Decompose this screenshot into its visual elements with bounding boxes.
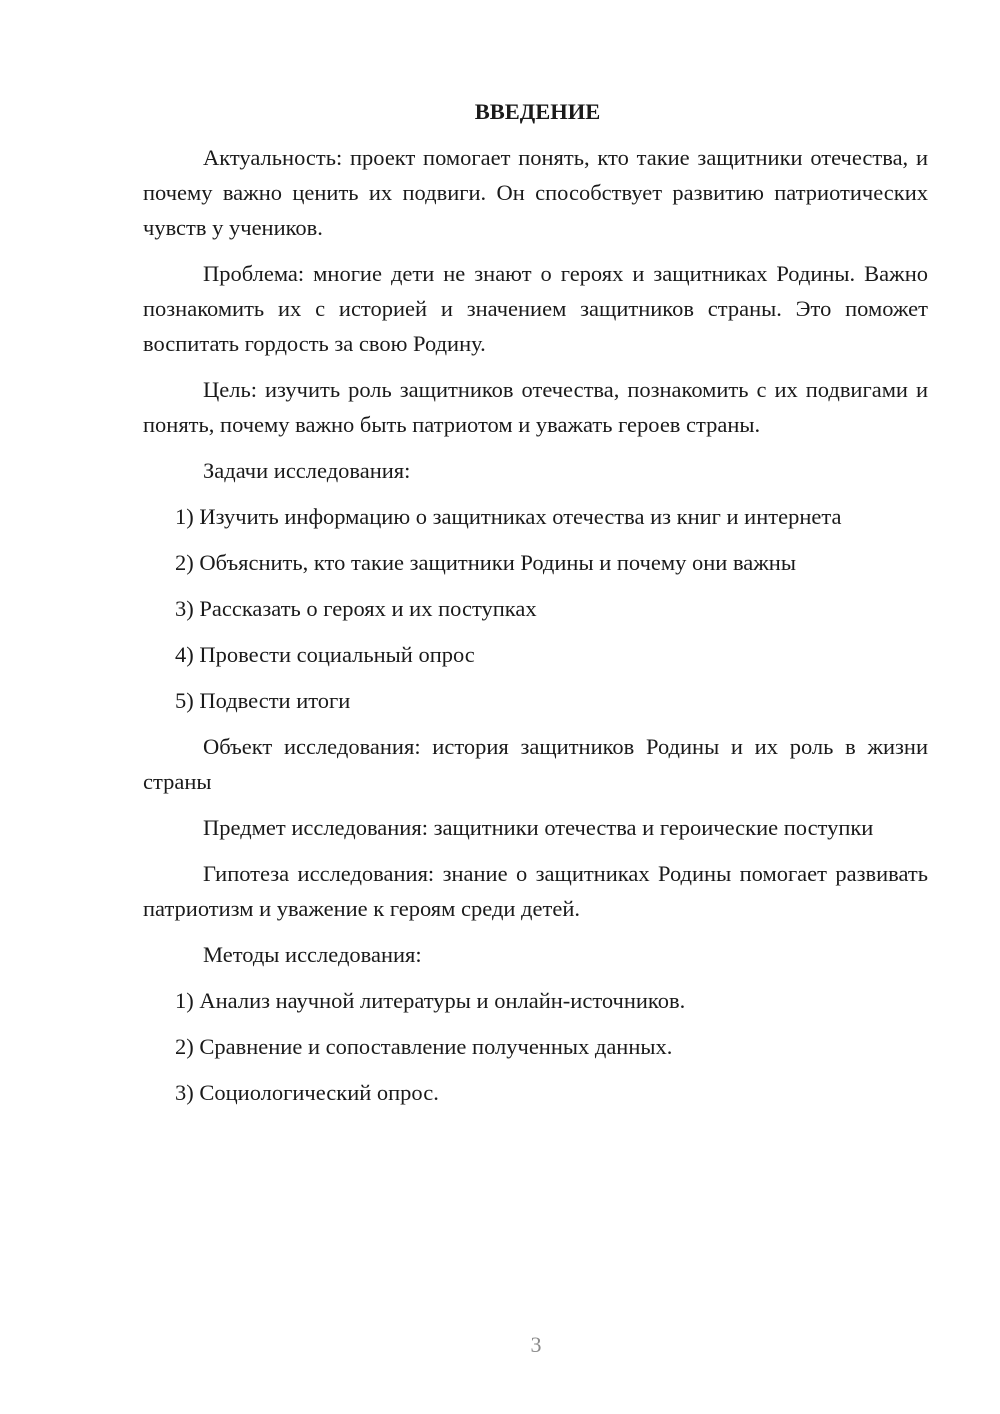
goal-paragraph: Цель: изучить роль защитников отечества, познакомить с их подвигами и понять, почему важно быть патриотом и уважать героев страны.: [143, 377, 928, 437]
page-number: 3: [530, 1332, 542, 1357]
subject-paragraph: Предмет исследования: защитники отечества и героические поступки: [203, 815, 874, 840]
task-item: 5) Подвести итоги: [175, 688, 351, 713]
hypothesis-paragraph: Гипотеза исследования: знание о защитниках Родины помогает развивать патриотизм и уважение к героям среди детей.: [143, 861, 928, 921]
problem-paragraph: Проблема: многие дети не знают о героях и защитниках Родины. Важно познакомить их с историей и значением защитников страны. Это поможет воспитать гордость за свою Родину.: [143, 261, 928, 356]
section-title: ВВЕДЕНИЕ: [474, 99, 601, 124]
tasks-heading: Задачи исследования:: [203, 458, 411, 483]
method-item: 3) Социологический опрос.: [175, 1080, 439, 1105]
methods-heading: Методы исследования:: [203, 942, 422, 967]
method-item: 2) Сравнение и сопоставление полученных данных.: [175, 1034, 673, 1059]
method-item: 1) Анализ научной литературы и онлайн-источников.: [175, 988, 686, 1013]
page-content: [143, 94, 928, 1121]
relevance-paragraph: Актуальность: проект помогает понять, кто такие защитники отечества, и почему важно ценить их подвиги. Он способствует развитию патриотических чувств у учеников.: [143, 145, 928, 240]
task-item: 3) Рассказать о героях и их поступках: [175, 596, 537, 621]
object-paragraph: Объект исследования: история защитников Родины и их роль в жизни страны: [143, 734, 928, 794]
task-item: 2) Объяснить, кто такие защитники Родины и почему они важны: [175, 550, 796, 575]
task-item: 4) Провести социальный опрос: [175, 642, 475, 667]
task-item: 1) Изучить информацию о защитниках отечества из книг и интернета: [175, 504, 842, 529]
